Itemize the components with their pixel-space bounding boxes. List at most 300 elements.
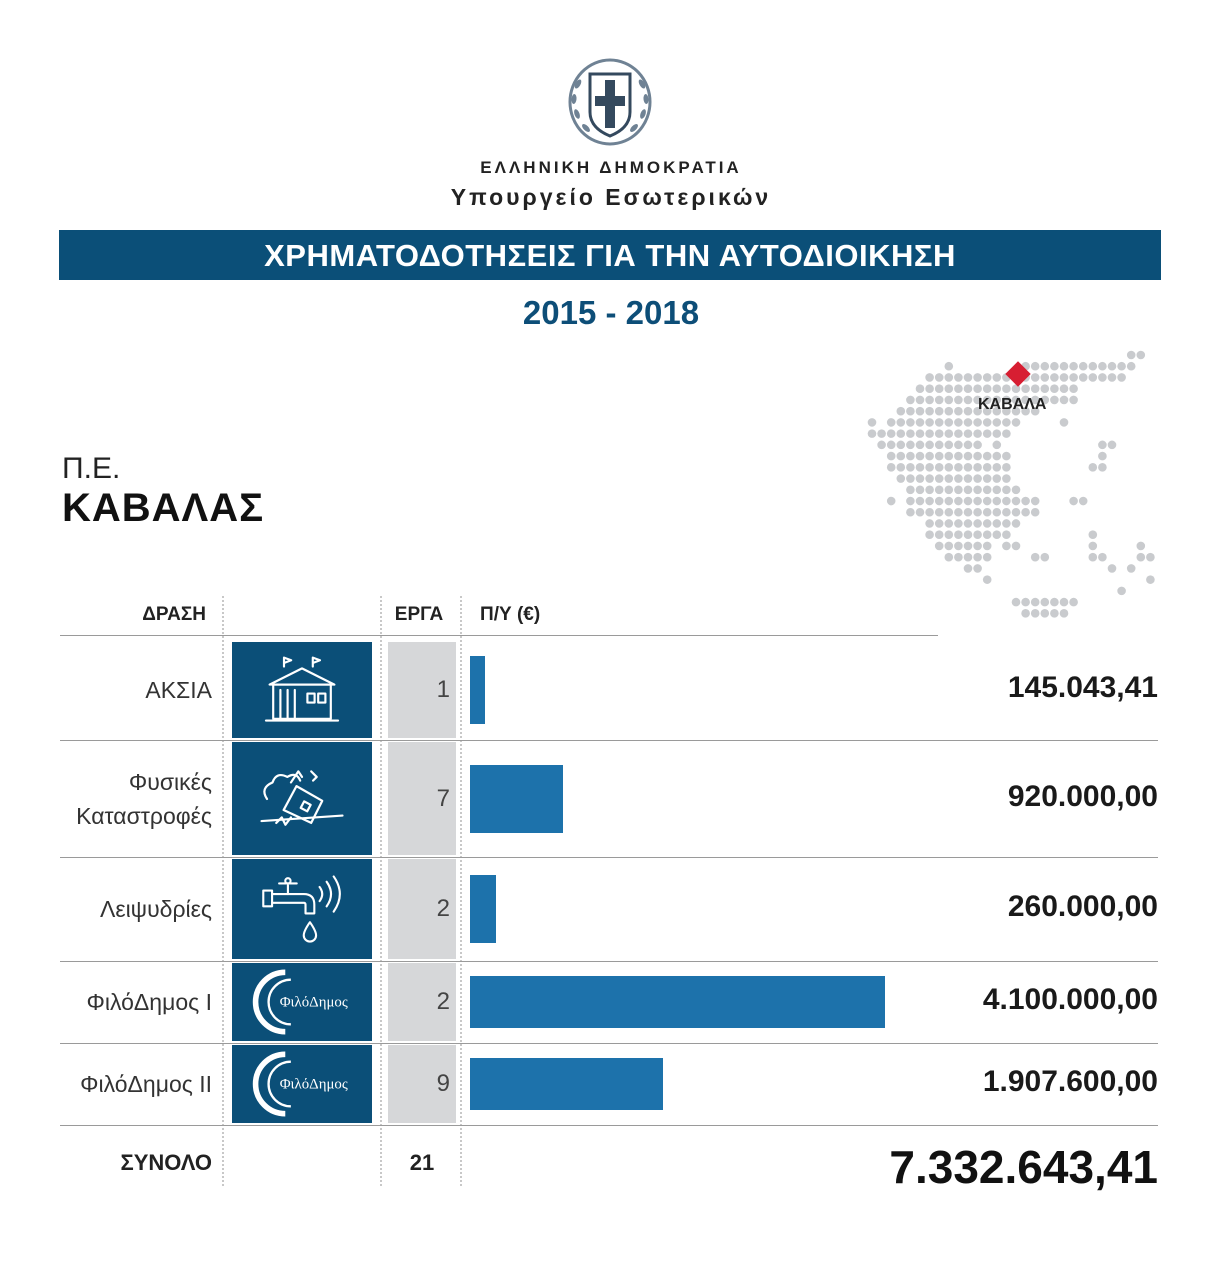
map-dot (1041, 553, 1050, 562)
map-dot (973, 441, 982, 450)
map-dot (983, 452, 992, 461)
map-dot (887, 418, 896, 427)
map-dot (1002, 519, 1011, 528)
map-dot (877, 441, 886, 450)
republic-title: ΕΛΛΗΝΙΚΗ ΔΗΜΟΚΡΑΤΙΑ (480, 158, 742, 177)
map-dot (925, 396, 934, 405)
map-dot (964, 384, 973, 393)
map-dot (935, 519, 944, 528)
map-dot (1069, 598, 1078, 607)
action-label: ΦιλόΔημος Ι (86, 989, 212, 1015)
budget-bar (470, 875, 496, 943)
row-divider (60, 1043, 1158, 1044)
budget-value-label: 260.000,00 (1007, 890, 1158, 923)
map-dot (1050, 609, 1059, 618)
map-dot (897, 474, 906, 483)
map-dot (993, 508, 1002, 517)
total-projects: 21 (409, 1150, 435, 1175)
map-dot (973, 564, 982, 573)
map-dot (916, 463, 925, 472)
map-dot (935, 384, 944, 393)
map-dot (1031, 598, 1040, 607)
map-dot (935, 373, 944, 382)
map-dot (973, 553, 982, 562)
map-dot (1012, 519, 1021, 528)
map-dot (954, 429, 963, 438)
map-dot (993, 519, 1002, 528)
row-divider (60, 740, 1158, 741)
map-dot (983, 497, 992, 506)
map-dot (935, 407, 944, 416)
map-dot (897, 441, 906, 450)
map-dot (1012, 418, 1021, 427)
map-dot (935, 452, 944, 461)
map-dot (925, 508, 934, 517)
ministry-title: Υπουργείο Εσωτερικών (450, 184, 772, 210)
map-dot (983, 384, 992, 393)
action-label: ΑΚΣΙΑ (145, 677, 212, 703)
map-dot (925, 429, 934, 438)
map-dot (1012, 485, 1021, 494)
map-dot (935, 497, 944, 506)
map-dot (1098, 373, 1107, 382)
map-dot (993, 530, 1002, 539)
map-dot (925, 452, 934, 461)
map-dot (964, 564, 973, 573)
budget-bar (470, 765, 563, 833)
map-dot (964, 553, 973, 562)
map-dot (1137, 351, 1146, 360)
budget-value-label: 4.100.000,00 (982, 983, 1158, 1016)
map-dot (954, 508, 963, 517)
map-dot (1098, 463, 1107, 472)
map-dot (983, 519, 992, 528)
map-dot (945, 396, 954, 405)
projects-count: 1 (436, 676, 450, 703)
filodimos-logo-icon (232, 963, 372, 1041)
map-dot (1012, 508, 1021, 517)
map-dot (935, 463, 944, 472)
map-dot (964, 542, 973, 551)
map-dot (993, 429, 1002, 438)
map-dot (973, 508, 982, 517)
map-dot (925, 497, 934, 506)
map-dot (945, 384, 954, 393)
map-dot (964, 497, 973, 506)
map-dot (1031, 497, 1040, 506)
map-dot (964, 429, 973, 438)
map-dot (887, 497, 896, 506)
map-dot (925, 463, 934, 472)
map-dot (983, 373, 992, 382)
map-dot (945, 418, 954, 427)
map-dot (925, 474, 934, 483)
map-dot (983, 575, 992, 584)
map-dot (983, 474, 992, 483)
map-dot (954, 373, 963, 382)
town-hall-icon (232, 642, 372, 738)
map-dot (983, 463, 992, 472)
map-dot (1069, 362, 1078, 371)
map-dot (935, 474, 944, 483)
map-dot (993, 485, 1002, 494)
projects-count: 2 (436, 988, 450, 1015)
map-dot (1002, 474, 1011, 483)
map-dot (916, 384, 925, 393)
map-dot (1031, 362, 1040, 371)
map-dot (1031, 553, 1040, 562)
map-dot (973, 429, 982, 438)
map-dot (1069, 373, 1078, 382)
map-dot (945, 530, 954, 539)
map-dot (945, 362, 954, 371)
map-dot (906, 497, 915, 506)
map-dot (954, 530, 963, 539)
budget-value-label: 1.907.600,00 (982, 1065, 1158, 1098)
map-dot (945, 553, 954, 562)
map-dot (954, 485, 963, 494)
map-dot (925, 384, 934, 393)
map-dot (1089, 530, 1098, 539)
budget-bar (470, 976, 885, 1028)
map-dot (1069, 396, 1078, 405)
map-dot (1002, 542, 1011, 551)
map-dot (945, 452, 954, 461)
map-dot (1108, 373, 1117, 382)
map-dot (1041, 384, 1050, 393)
water-tap-icon (232, 859, 372, 959)
column-separator (222, 596, 224, 1186)
map-dot (935, 508, 944, 517)
map-dot (1031, 373, 1040, 382)
map-dot (1041, 373, 1050, 382)
budget-value-label: 920.000,00 (1007, 779, 1158, 813)
map-dot (964, 485, 973, 494)
period-subtitle: 2015 - 2018 (522, 294, 700, 331)
map-dot (1127, 564, 1136, 573)
map-dot (945, 519, 954, 528)
map-dot (1021, 497, 1030, 506)
map-dot (1137, 542, 1146, 551)
map-dot (1079, 362, 1088, 371)
map-dot (993, 441, 1002, 450)
map-dot (964, 452, 973, 461)
row-divider (60, 857, 1158, 858)
map-dot (964, 519, 973, 528)
map-dot (945, 373, 954, 382)
map-dot (973, 463, 982, 472)
map-dot (935, 396, 944, 405)
map-dot (887, 463, 896, 472)
map-dot (1050, 598, 1059, 607)
map-dot (1060, 362, 1069, 371)
map-dot (1002, 463, 1011, 472)
map-dot (945, 463, 954, 472)
map-dot (983, 542, 992, 551)
map-dot (877, 429, 886, 438)
map-dot (1002, 452, 1011, 461)
map-dot (993, 452, 1002, 461)
map-dot (945, 441, 954, 450)
action-label: Φυσικές Καταστροφές (76, 768, 212, 829)
map-dot (916, 474, 925, 483)
map-dot (945, 474, 954, 483)
map-dot (897, 463, 906, 472)
map-dot (1002, 384, 1011, 393)
map-dot (1127, 351, 1136, 360)
map-dot (1117, 373, 1126, 382)
map-dot (973, 542, 982, 551)
projects-count: 2 (436, 895, 450, 922)
region-prefix: Π.Ε. (62, 452, 121, 485)
column-separator (380, 596, 382, 1186)
map-dot (925, 530, 934, 539)
map-dot (925, 373, 934, 382)
map-dot (954, 553, 963, 562)
map-dot (1117, 362, 1126, 371)
map-dot (973, 497, 982, 506)
map-dot (1060, 598, 1069, 607)
map-dot (964, 463, 973, 472)
map-dot (1002, 485, 1011, 494)
map-dot (973, 384, 982, 393)
map-dot (954, 407, 963, 416)
map-dot (1146, 575, 1155, 584)
map-dot (1002, 497, 1011, 506)
map-dot (1098, 441, 1107, 450)
header-divider (60, 635, 938, 636)
map-dot (983, 530, 992, 539)
map-dot (993, 474, 1002, 483)
map-dot (935, 418, 944, 427)
map-dot (954, 463, 963, 472)
total-divider (60, 1125, 1158, 1126)
map-dot (897, 452, 906, 461)
map-marker-label: ΚΑΒΑΛΑ (978, 396, 1047, 413)
map-dot (983, 429, 992, 438)
map-dot (906, 452, 915, 461)
svg-text:ΦιλόΔημος: ΦιλόΔημος (279, 1076, 348, 1093)
map-dot (887, 452, 896, 461)
map-dot (906, 508, 915, 517)
map-dot (1041, 362, 1050, 371)
map-dot (1137, 553, 1146, 562)
map-dot (916, 497, 925, 506)
map-dot (983, 485, 992, 494)
map-dot (1031, 609, 1040, 618)
map-dot (1108, 441, 1117, 450)
map-dot (964, 441, 973, 450)
action-label: Λειψυδρίες (99, 896, 212, 922)
map-dot (1079, 497, 1088, 506)
map-dot (973, 530, 982, 539)
map-dot (1108, 564, 1117, 573)
map-dot (973, 418, 982, 427)
map-dot (1021, 609, 1030, 618)
map-dot (916, 452, 925, 461)
map-dot (1098, 452, 1107, 461)
map-dot (954, 519, 963, 528)
map-dot (1012, 598, 1021, 607)
map-dot (916, 508, 925, 517)
map-dot (1031, 508, 1040, 517)
map-dot (1002, 508, 1011, 517)
column-separator (460, 596, 462, 1186)
greek-emblem-icon (560, 54, 660, 150)
map-dot (954, 396, 963, 405)
map-dot (954, 418, 963, 427)
map-dot (868, 429, 877, 438)
map-dot (964, 373, 973, 382)
map-dot (935, 542, 944, 551)
map-dot (916, 429, 925, 438)
map-dot (983, 508, 992, 517)
map-dot (1089, 373, 1098, 382)
total-label: ΣΥΝΟΛΟ (120, 1150, 212, 1175)
map-dot (925, 418, 934, 427)
map-dot (868, 418, 877, 427)
map-dot (1069, 497, 1078, 506)
map-dot (945, 407, 954, 416)
map-dot (973, 519, 982, 528)
map-dot (1060, 609, 1069, 618)
map-dot (993, 384, 1002, 393)
budget-bar (470, 1058, 663, 1110)
map-dot (973, 373, 982, 382)
page-title: ΧΡΗΜΑΤΟΔΟΤΗΣΕΙΣ ΓΙΑ ΤΗΝ ΑΥΤΟΔΙΟΙΚΗΣΗ (264, 238, 956, 273)
map-dot (1050, 373, 1059, 382)
map-dot (964, 508, 973, 517)
map-dot (983, 553, 992, 562)
map-dot (935, 429, 944, 438)
map-dot (935, 530, 944, 539)
map-dot (1098, 553, 1107, 562)
map-dot (983, 418, 992, 427)
svg-text:ΦιλόΔημος: ΦιλόΔημος (279, 994, 348, 1011)
map-dot (1050, 396, 1059, 405)
map-dot (964, 407, 973, 416)
projects-count: 7 (436, 784, 450, 812)
map-dot (897, 418, 906, 427)
region-name: ΚΑΒΑΛΑΣ (62, 486, 265, 530)
projects-count: 9 (436, 1070, 450, 1097)
map-dot (1031, 384, 1040, 393)
map-dot (954, 384, 963, 393)
column-header-action: ΔΡΑΣΗ (142, 604, 206, 625)
map-dot (945, 429, 954, 438)
map-dot (954, 452, 963, 461)
map-dot (1012, 497, 1021, 506)
map-dot (973, 474, 982, 483)
greece-dot-map (860, 345, 1160, 665)
map-dot (1050, 362, 1059, 371)
map-dot (897, 429, 906, 438)
total-amount: 7.332.643,41 (889, 1141, 1158, 1193)
map-dot (887, 429, 896, 438)
map-dot (1098, 362, 1107, 371)
map-dot (1060, 373, 1069, 382)
map-dot (973, 485, 982, 494)
column-header-projects: ΕΡΓΑ (394, 604, 444, 625)
row-divider (60, 961, 1158, 962)
map-dot (916, 485, 925, 494)
map-dot (1060, 396, 1069, 405)
map-dot (916, 407, 925, 416)
map-dot (906, 474, 915, 483)
budget-bar (470, 656, 485, 724)
map-dot (1012, 542, 1021, 551)
map-dot (954, 474, 963, 483)
map-dot (945, 485, 954, 494)
filodimos-logo-icon (232, 1045, 372, 1123)
action-label: ΦιλόΔημος ΙΙ (80, 1071, 212, 1097)
map-dot (1146, 553, 1155, 562)
map-dot (925, 441, 934, 450)
map-dot (954, 441, 963, 450)
map-dot (1089, 553, 1098, 562)
map-dot (1069, 384, 1078, 393)
map-dot (964, 530, 973, 539)
map-dot (935, 485, 944, 494)
map-dot (906, 429, 915, 438)
map-dot (993, 463, 1002, 472)
map-dot (1117, 587, 1126, 596)
map-dot (945, 542, 954, 551)
map-dot (1089, 362, 1098, 371)
map-dot (887, 441, 896, 450)
map-dot (1002, 429, 1011, 438)
map-dot (954, 542, 963, 551)
map-dot (964, 418, 973, 427)
map-dot (916, 441, 925, 450)
map-dot (973, 452, 982, 461)
budget-value-label: 145.043,41 (1007, 671, 1158, 704)
map-dot (945, 497, 954, 506)
map-dot (1021, 598, 1030, 607)
column-header-budget: Π/Υ (€) (480, 604, 541, 625)
map-dot (1089, 542, 1098, 551)
map-dot (906, 407, 915, 416)
collapsed-house-icon (232, 742, 372, 855)
map-dot (1002, 418, 1011, 427)
map-dot (1050, 384, 1059, 393)
map-dot (1041, 609, 1050, 618)
map-dot (1002, 530, 1011, 539)
map-dot (925, 407, 934, 416)
map-dot (1108, 362, 1117, 371)
map-dot (906, 418, 915, 427)
map-dot (1021, 384, 1030, 393)
map-dot (925, 485, 934, 494)
map-dot (925, 519, 934, 528)
map-dot (1041, 598, 1050, 607)
map-dot (916, 396, 925, 405)
map-dot (1060, 418, 1069, 427)
map-dot (993, 373, 1002, 382)
map-dot (964, 474, 973, 483)
map-dot (1089, 463, 1098, 472)
map-dot (945, 508, 954, 517)
map-dot (1060, 384, 1069, 393)
map-dot (1021, 508, 1030, 517)
map-dot (964, 396, 973, 405)
map-dot (906, 485, 915, 494)
map-dot (906, 396, 915, 405)
map-dot (916, 418, 925, 427)
map-dot (993, 418, 1002, 427)
map-dot (993, 497, 1002, 506)
map-dot (935, 441, 944, 450)
